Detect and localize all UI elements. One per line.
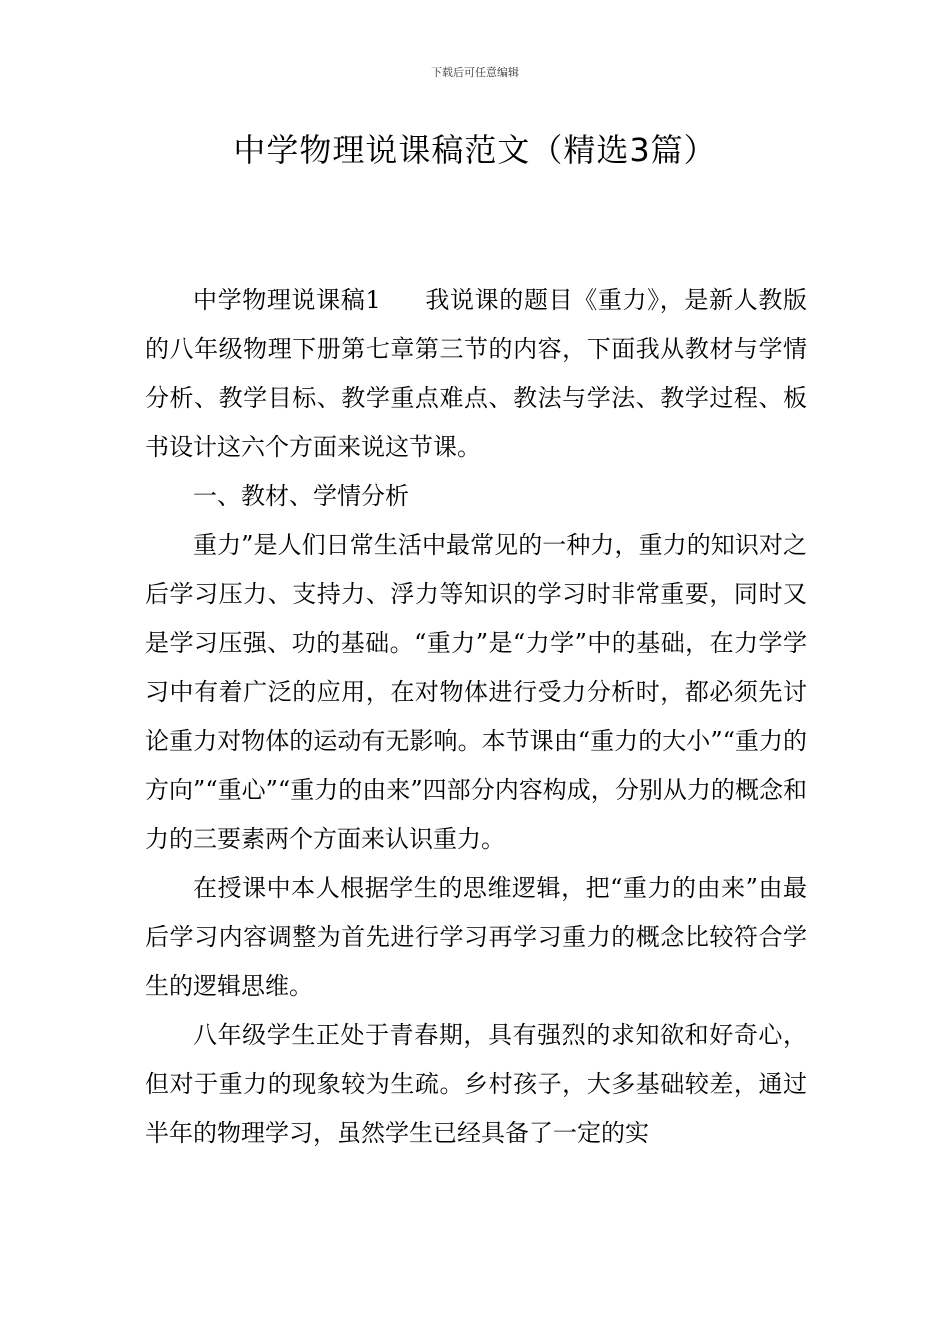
intro-paragraph: [145, 276, 807, 472]
header-note: 下载后可任意编辑: [431, 66, 519, 79]
body-paragraph: 重力”是人们日常生活中最常见的一种力，重力的知识对之后学习压力、支持力、浮力等知识的学习时非常重要，同时又是学习压强、功的基础。“重力”是“力学”中的基础，在力学学习中有着广泛的应用，在对物体进行受力分析时，都必须先讨论重力对物体的运动有无影响。本节课由“重力的大小”“重力的方向”“重心”“重力的由来”四部分内容构成，分别从力的概念和力的三要素两个方面来认识重力。: [145, 531, 807, 853]
intro-text: 我说课的题目《重力》，是新人教版的八年级物理下册第七章第三节的内容，下面我从教材与学情分析、教学目标、教学重点难点、教法与学法、教学过程、板书设计这六个方面来说这节课。: [145, 286, 807, 461]
body-paragraph: 八年级学生正处于青春期，具有强烈的求知欲和好奇心，但对于重力的现象较为生疏。乡村孩子，大多基础较差，通过半年的物理学习，虽然学生已经具备了一定的实: [145, 1021, 807, 1147]
document-title: 中学物理说课稿范文（精选3篇）: [233, 131, 717, 169]
document-body: [145, 276, 807, 1158]
body-paragraph: 在授课中本人根据学生的思维逻辑，把“重力的由来”由最后学习内容调整为首先进行学习再学习重力的概念比较符合学生的逻辑思维。: [145, 874, 807, 1000]
section-heading: 一、教材、学情分析: [193, 482, 409, 510]
section-label: 中学物理说课稿1: [193, 286, 381, 314]
